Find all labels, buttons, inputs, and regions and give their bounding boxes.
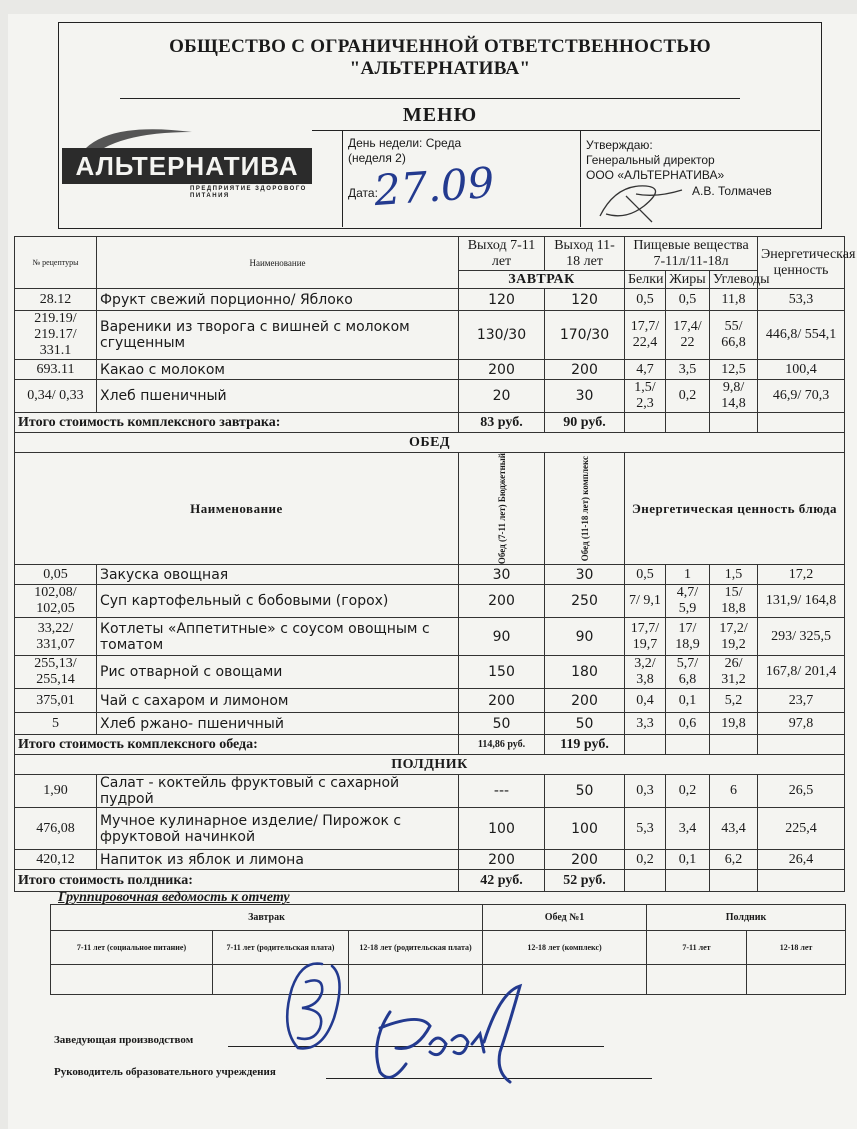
approve-label: Утверждаю:	[586, 138, 653, 152]
carbs-value: 43,4	[710, 808, 758, 850]
section-snack: ПОЛДНИК	[15, 755, 845, 775]
col-out-7-11: Выход 7-11 лет	[459, 237, 545, 271]
dish-name: Суп картофельный с бобовыми (горох)	[97, 585, 459, 618]
recipe-code: 5	[15, 713, 97, 735]
day-of-week: День недели: Среда	[348, 136, 462, 150]
breakfast-total-row	[15, 413, 845, 433]
grouping-s1: 7-11 лет	[647, 931, 747, 965]
lunch-total-row	[15, 735, 845, 755]
output-11-18: 120	[545, 289, 625, 311]
proteins-value: 17,7/ 19,7	[625, 618, 666, 656]
total-7-11: 83 руб.	[459, 413, 545, 433]
carbs-value: 19,8	[710, 713, 758, 735]
proteins-value: 4,7	[625, 360, 666, 380]
fats-value: 3,4	[666, 808, 710, 850]
col-name: Наименование	[97, 237, 459, 289]
head-production-label: Заведующая производством	[54, 1034, 194, 1046]
section-breakfast: ЗАВТРАК	[459, 271, 625, 289]
section-lunch: ОБЕД	[15, 433, 845, 453]
recipe-code: 102,08/ 102,05	[15, 585, 97, 618]
dish-name: Хлеб ржано- пшеничный	[97, 713, 459, 735]
output-7-11: 120	[459, 289, 545, 311]
carbs-value: 6,2	[710, 850, 758, 870]
output-7-11: 90	[459, 618, 545, 656]
energy-value: 446,8/ 554,1	[758, 311, 845, 360]
snack-total-row	[15, 870, 845, 892]
fats-value: 0,5	[666, 289, 710, 311]
proteins-value: 3,3	[625, 713, 666, 735]
divider	[342, 130, 343, 227]
proteins-value: 0,5	[625, 289, 666, 311]
table-row	[15, 775, 845, 808]
output-11-18: 200	[545, 360, 625, 380]
output-11-18: 250	[545, 585, 625, 618]
page-title: МЕНЮ	[402, 104, 478, 126]
dish-name: Фрукт свежий порционно/ Яблоко	[97, 289, 459, 311]
carbs-value: 26/ 31,2	[710, 656, 758, 689]
output-11-18: 100	[545, 808, 625, 850]
approve-name: А.В. Толмачев	[692, 184, 772, 198]
output-11-18: 200	[545, 689, 625, 713]
proteins-value: 0,3	[625, 775, 666, 808]
recipe-code: 476,08	[15, 808, 97, 850]
output-7-11: 150	[459, 656, 545, 689]
col-out-11-18: Выход 11-18 лет	[545, 237, 625, 271]
grouping-title: Группировочная ведомость к отчету	[58, 890, 290, 905]
org-line-1: ОБЩЕСТВО С ОГРАНИЧЕННОЙ ОТВЕТСТВЕННОСТЬЮ	[169, 36, 711, 57]
output-7-11: 200	[459, 689, 545, 713]
divider	[580, 130, 581, 227]
proteins-value: 7/ 9,1	[625, 585, 666, 618]
carbs-value: 5,2	[710, 689, 758, 713]
table-row	[15, 850, 845, 870]
lunch-header-row	[15, 453, 845, 565]
carbs-value: 9,8/ 14,8	[710, 380, 758, 413]
menu-table	[14, 236, 856, 892]
fats-value: 0,2	[666, 775, 710, 808]
grouping-breakfast: Завтрак	[51, 905, 483, 931]
recipe-code: 420,12	[15, 850, 97, 870]
lunch-col-name: Наименование	[15, 453, 459, 565]
carbs-value: 17,2/ 19,2	[710, 618, 758, 656]
table-row	[15, 585, 845, 618]
energy-value: 46,9/ 70,3	[758, 380, 845, 413]
dish-name: Чай с сахаром и лимоном	[97, 689, 459, 713]
table-row	[15, 618, 845, 656]
col-proteins: Белки	[625, 271, 666, 289]
fats-value: 17,4/ 22	[666, 311, 710, 360]
proteins-value: 3,2/ 3,8	[625, 656, 666, 689]
fats-value: 1	[666, 565, 710, 585]
grouping-b1: 7-11 лет (социальное питание)	[51, 931, 213, 965]
logo-swoosh-icon	[84, 128, 194, 150]
head-school-label: Руководитель образовательного учреждения	[54, 1066, 276, 1078]
recipe-code: 375,01	[15, 689, 97, 713]
carbs-value: 1,5	[710, 565, 758, 585]
fats-value: 17/ 18,9	[666, 618, 710, 656]
table-row	[15, 656, 845, 689]
approve-org: ООО «АЛЬТЕРНАТИВА»	[586, 168, 725, 182]
recipe-code: 0,05	[15, 565, 97, 585]
logo: АЛЬТЕРНАТИВА	[62, 148, 312, 184]
proteins-value: 5,3	[625, 808, 666, 850]
total-label: Итого стоимость полдника:	[15, 870, 459, 892]
energy-value: 293/ 325,5	[758, 618, 845, 656]
energy-value: 26,4	[758, 850, 845, 870]
output-7-11: 30	[459, 565, 545, 585]
table-row	[15, 311, 845, 360]
table-row	[15, 808, 845, 850]
org-line-2: "АЛЬТЕРНАТИВА"	[349, 58, 531, 79]
output-7-11: 100	[459, 808, 545, 850]
carbs-value: 11,8	[710, 289, 758, 311]
fats-value: 0,1	[666, 689, 710, 713]
col-recipe: № рецептуры	[15, 237, 97, 289]
output-11-18: 30	[545, 380, 625, 413]
grouping-snack: Полдник	[647, 905, 846, 931]
organization-title	[100, 36, 780, 80]
output-7-11: 130/30	[459, 311, 545, 360]
dish-name: Салат - коктейль фруктовый с сахарной пудрой	[97, 775, 459, 808]
dish-name: Вареники из творога с вишней с молоком сгущенным	[97, 311, 459, 360]
energy-value: 26,5	[758, 775, 845, 808]
energy-value: 17,2	[758, 565, 845, 585]
proteins-value: 1,5/ 2,3	[625, 380, 666, 413]
output-11-18: 30	[545, 565, 625, 585]
table-row	[15, 289, 845, 311]
output-11-18: 50	[545, 713, 625, 735]
output-11-18: 200	[545, 850, 625, 870]
grouping-b2: 7-11 лет (родительская плата)	[213, 931, 349, 965]
carbs-value: 12,5	[710, 360, 758, 380]
table-row	[15, 380, 845, 413]
total-11-18: 52 руб.	[545, 870, 625, 892]
handwritten-date: 27.09	[372, 157, 496, 216]
grouping-b3: 12-18 лет (родительская плата)	[349, 931, 483, 965]
lunch-col-7-11: Обед (7-11 лет) Бюджетный	[496, 453, 507, 565]
output-7-11: 20	[459, 380, 545, 413]
lunch-col-11-18: Обед (11-18 лет) комплекс	[579, 455, 590, 562]
total-11-18: 90 руб.	[545, 413, 625, 433]
recipe-code: 219.19/ 219.17/ 331.1	[15, 311, 97, 360]
output-11-18: 170/30	[545, 311, 625, 360]
total-label: Итого стоимость комплексного обеда:	[15, 735, 459, 755]
col-carbs: Углеводы	[710, 271, 758, 289]
table-row	[15, 565, 845, 585]
output-7-11: 200	[459, 850, 545, 870]
energy-value: 23,7	[758, 689, 845, 713]
energy-value: 225,4	[758, 808, 845, 850]
total-11-18: 119 руб.	[545, 735, 625, 755]
dish-name: Мучное кулинарное изделие/ Пирожок с фруктовой начинкой	[97, 808, 459, 850]
dish-name: Напиток из яблок и лимона	[97, 850, 459, 870]
handwritten-signature-2	[360, 982, 530, 1099]
output-11-18: 90	[545, 618, 625, 656]
total-label: Итого стоимость комплексного завтрака:	[15, 413, 459, 433]
logo-subtitle: ПРЕДПРИЯТИЕ ЗДОРОВОГО ПИТАНИЯ	[190, 186, 307, 199]
divider	[120, 98, 740, 99]
grouping-s2: 12-18 лет	[747, 931, 846, 965]
grouping-lunch: Обед №1	[483, 905, 647, 931]
output-11-18: 50	[545, 775, 625, 808]
dish-name: Котлеты «Аппетитные» с соусом овощным с томатом	[97, 618, 459, 656]
handwritten-signature-1	[262, 958, 362, 1059]
dish-name: Закуска овощная	[97, 565, 459, 585]
proteins-value: 0,5	[625, 565, 666, 585]
fats-value: 0,6	[666, 713, 710, 735]
fats-value: 5,7/ 6,8	[666, 656, 710, 689]
energy-value: 97,8	[758, 713, 845, 735]
total-7-11: 114,86 руб.	[459, 735, 545, 755]
energy-value: 53,3	[758, 289, 845, 311]
energy-value: 131,9/ 164,8	[758, 585, 845, 618]
total-7-11: 42 руб.	[459, 870, 545, 892]
grouping-l1: 12-18 лет (комплекс)	[483, 931, 647, 965]
proteins-value: 0,4	[625, 689, 666, 713]
recipe-code: 28.12	[15, 289, 97, 311]
dish-name: Какао с молоком	[97, 360, 459, 380]
output-7-11: ---	[459, 775, 545, 808]
carbs-value: 6	[710, 775, 758, 808]
director-signature	[596, 176, 686, 229]
output-7-11: 200	[459, 360, 545, 380]
date-label: Дата:	[348, 186, 378, 200]
approve-position: Генеральный директор	[586, 153, 715, 167]
week-number: (неделя 2)	[348, 151, 406, 165]
recipe-code: 0,34/ 0,33	[15, 380, 97, 413]
output-7-11: 200	[459, 585, 545, 618]
carbs-value: 55/ 66,8	[710, 311, 758, 360]
recipe-code: 693.11	[15, 360, 97, 380]
carbs-value: 15/ 18,8	[710, 585, 758, 618]
energy-value: 100,4	[758, 360, 845, 380]
energy-value: 167,8/ 201,4	[758, 656, 845, 689]
fats-value: 0,2	[666, 380, 710, 413]
table-row	[15, 713, 845, 735]
table-header-row	[15, 237, 845, 271]
proteins-value: 17,7/ 22,4	[625, 311, 666, 360]
col-energy: Энергетическая ценность	[758, 237, 845, 289]
output-7-11: 50	[459, 713, 545, 735]
recipe-code: 255,13/ 255,14	[15, 656, 97, 689]
snack-title-row	[15, 755, 845, 775]
fats-value: 3,5	[666, 360, 710, 380]
col-nutrients: Пищевые вещества 7-11л/11-18л	[625, 237, 758, 271]
fats-value: 0,1	[666, 850, 710, 870]
dish-name: Хлеб пшеничный	[97, 380, 459, 413]
output-11-18: 180	[545, 656, 625, 689]
table-row	[15, 689, 845, 713]
recipe-code: 33,22/ 331,07	[15, 618, 97, 656]
proteins-value: 0,2	[625, 850, 666, 870]
recipe-code: 1,90	[15, 775, 97, 808]
lunch-col-energy: Энергетическая ценность блюда	[625, 453, 845, 565]
divider	[312, 130, 820, 131]
col-fats: Жиры	[666, 271, 710, 289]
lunch-title-row	[15, 433, 845, 453]
dish-name: Рис отварной с овощами	[97, 656, 459, 689]
table-row	[15, 360, 845, 380]
fats-value: 4,7/ 5,9	[666, 585, 710, 618]
